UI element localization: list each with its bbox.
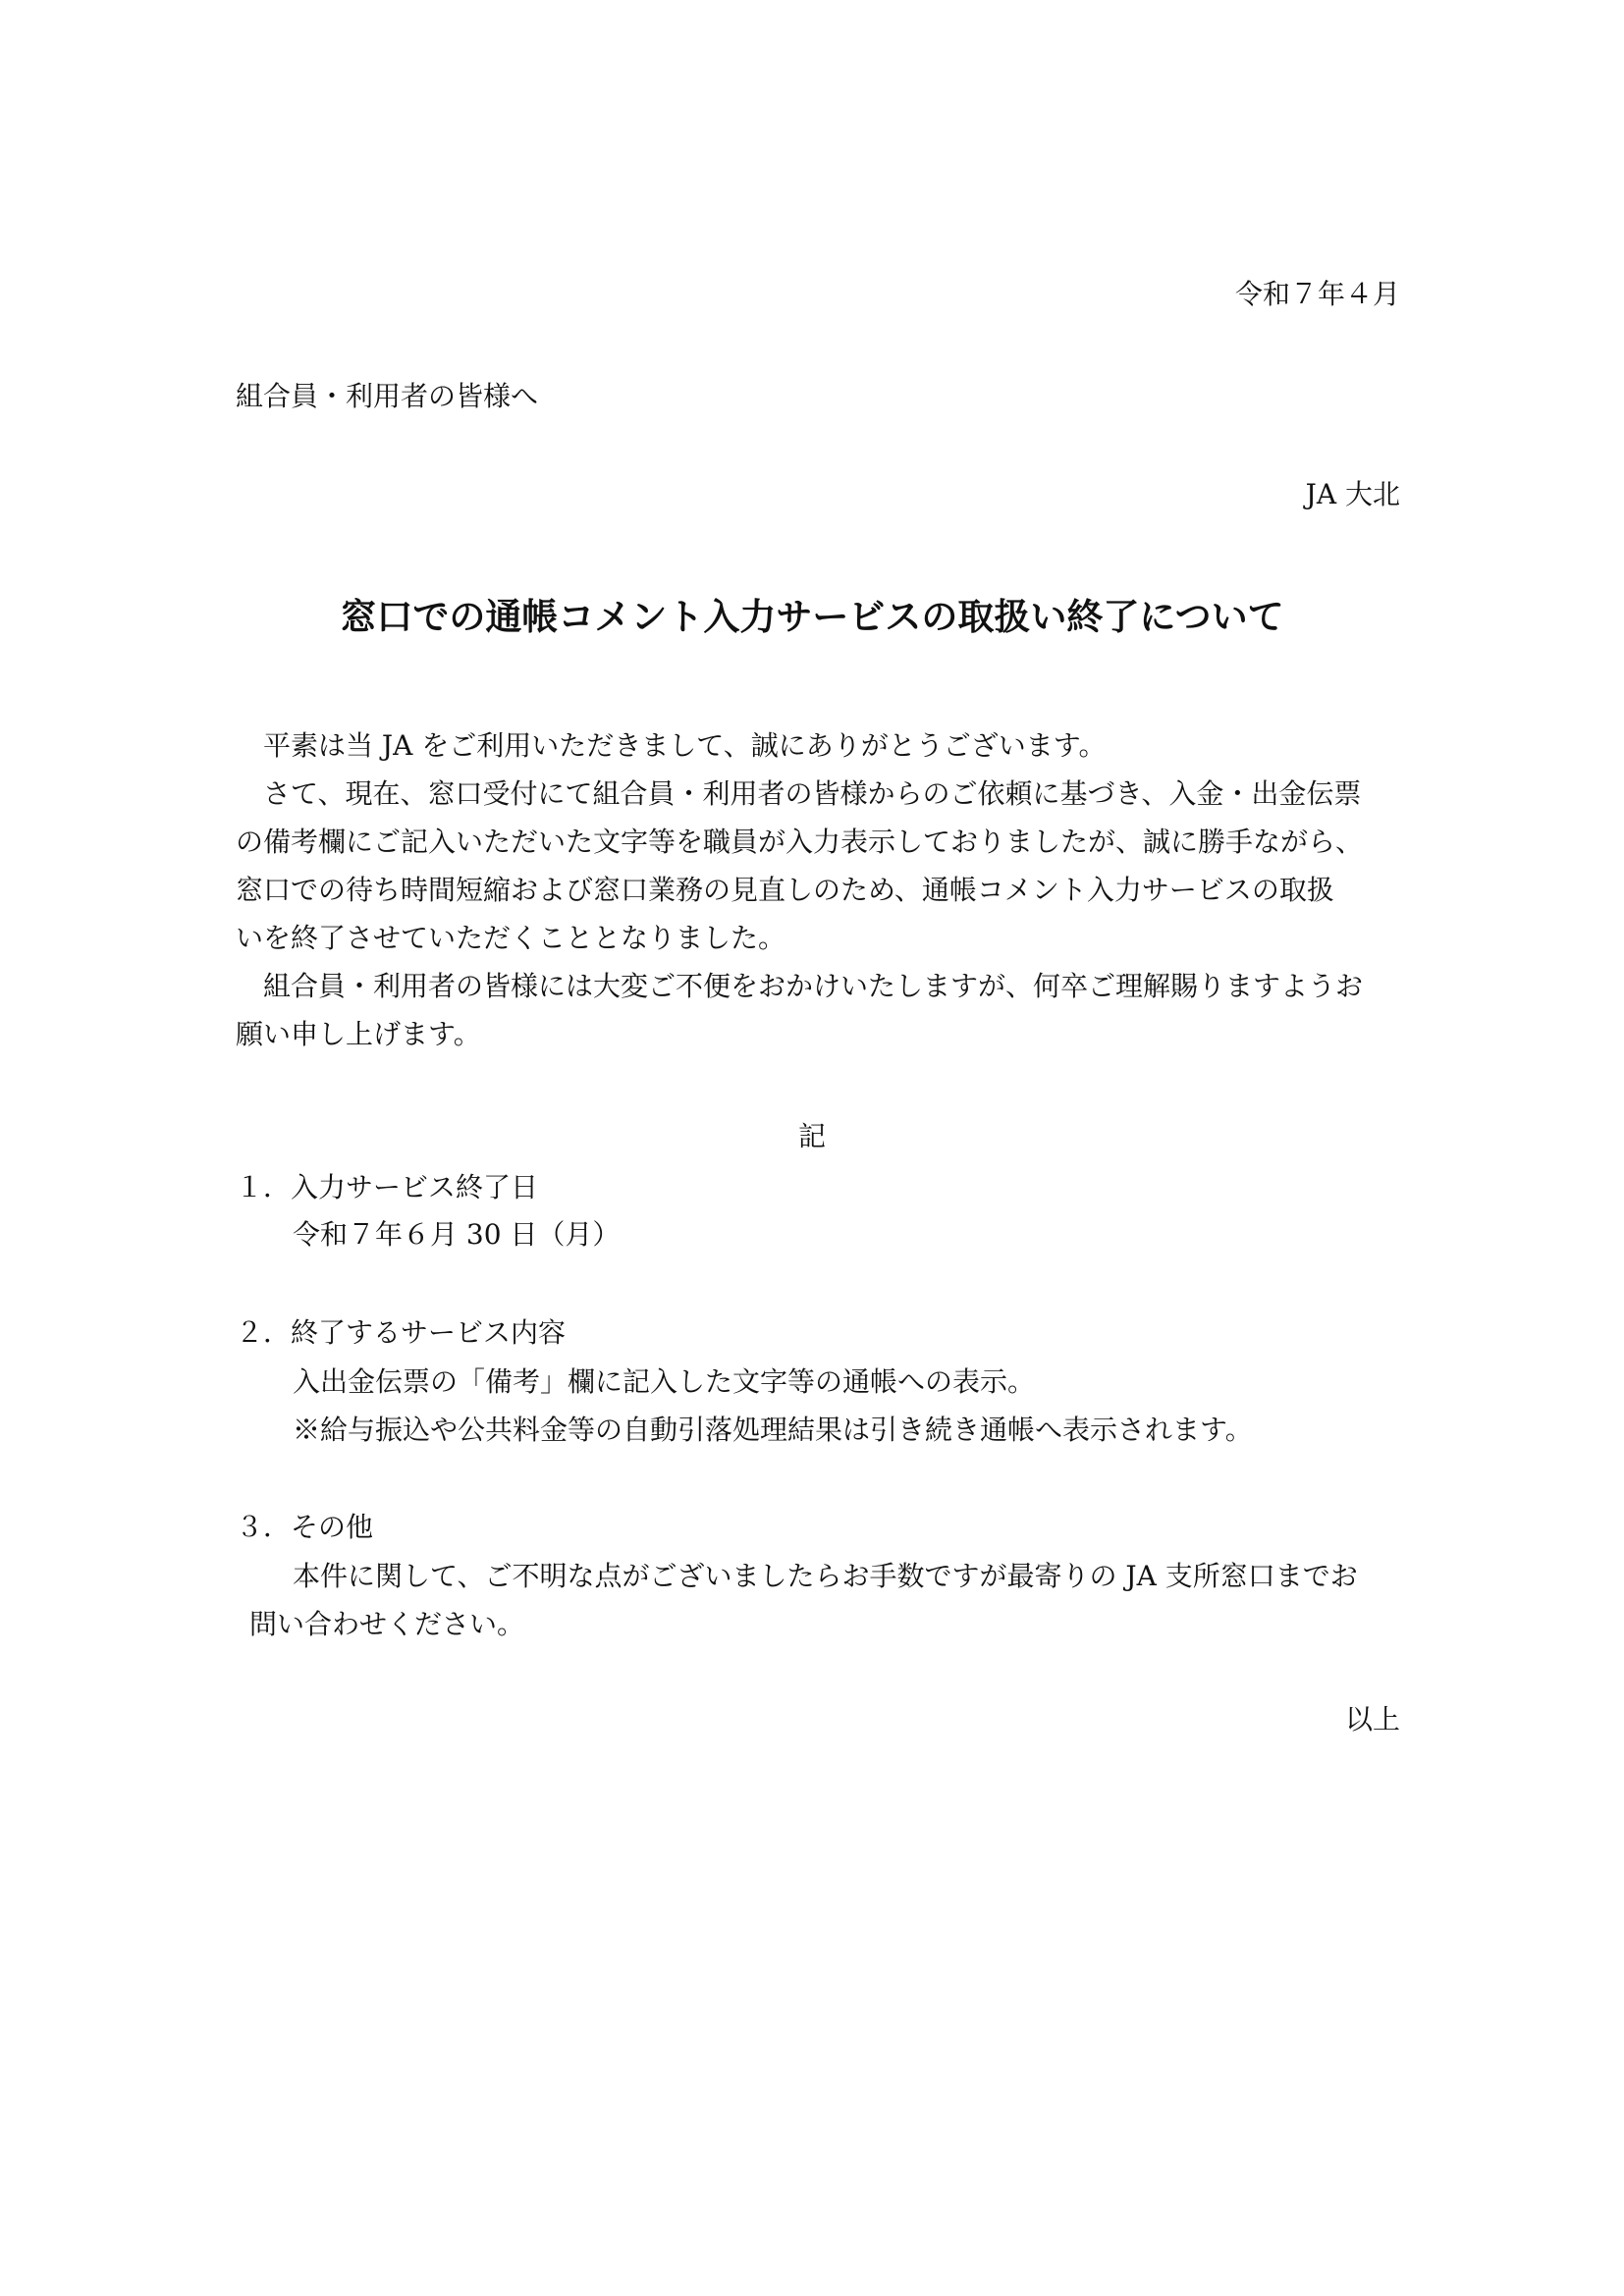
addressee: 組合員・利用者の皆様へ bbox=[236, 380, 539, 412]
paragraph-main bbox=[236, 770, 1404, 962]
item-3-line: 問い合わせください。 bbox=[249, 1608, 525, 1640]
item-2-note: ※給与振込や公共料金等の自動引落処理結果は引き続き通帳へ表示されます。 bbox=[293, 1414, 1253, 1446]
paragraph-line: いを終了させていただくこととなりました。 bbox=[236, 922, 786, 954]
closing: 以上 bbox=[1344, 1703, 1400, 1735]
item-1-line: 令和７年６月 30 日（月） bbox=[293, 1218, 621, 1251]
ki-heading: 記 bbox=[797, 1120, 826, 1152]
item-2-line: 入出金伝票の「備考」欄に記入した文字等の通帳への表示。 bbox=[293, 1365, 1036, 1398]
sender: JA 大北 bbox=[1305, 478, 1400, 510]
item-1-heading: １．入力サービス終了日 bbox=[236, 1171, 539, 1203]
item-2-heading: ２．終了するサービス内容 bbox=[236, 1316, 567, 1349]
paragraph-line: の備考欄にご記入いただいた文字等を職員が入力表示しておりましたが、誠に勝手ながら、 bbox=[236, 826, 1364, 858]
paragraph-line: 平素は当 JA をご利用いただきまして、誠にありがとうございます。 bbox=[263, 729, 1107, 762]
paragraph-apology bbox=[236, 962, 1404, 1058]
issue-date: 令和７年４月 bbox=[1234, 278, 1400, 310]
paragraph-line: さて、現在、窓口受付にて組合員・利用者の皆様からのご依頼に基づき、入金・出金伝票 bbox=[263, 777, 1362, 810]
paragraph-line: 願い申し上げます。 bbox=[236, 1018, 481, 1050]
paragraph-line: 窓口での待ち時間短縮および窓口業務の見直しのため、通帳コメント入力サービスの取扱 bbox=[236, 874, 1334, 906]
item-3-line: 本件に関して、ご不明な点がございましたらお手数ですが最寄りの JA 支所窓口までお bbox=[293, 1560, 1358, 1592]
page-title: 窓口での通帳コメント入力サービスの取扱い終了について bbox=[340, 595, 1284, 638]
item-3-heading: ３．その他 bbox=[236, 1511, 374, 1543]
paragraph-line: 組合員・利用者の皆様には大変ご不便をおかけいたしますが、何卒ご理解賜りますようお bbox=[263, 970, 1364, 1002]
paragraph-greeting bbox=[236, 721, 1404, 770]
